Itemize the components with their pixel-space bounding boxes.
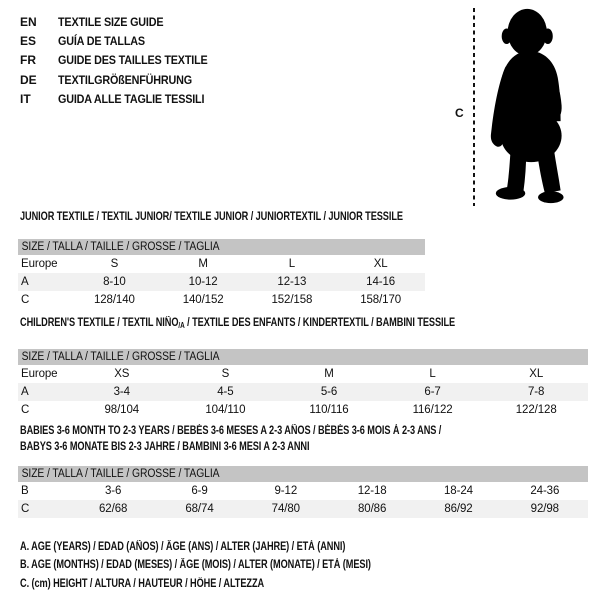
size-band-row — [18, 466, 588, 482]
row-label-cell: B — [21, 485, 29, 497]
row-label-cell: Europe — [21, 367, 58, 380]
row-label-cell: C — [21, 503, 30, 515]
language-label: GUÍA DE TALLAS — [58, 33, 145, 48]
size-band-row — [18, 349, 588, 365]
size-value-cell: L — [429, 367, 436, 380]
row-label-cell: Europe — [21, 257, 58, 270]
language-code: IT — [20, 91, 31, 106]
size-value-cell: 92/98 — [530, 503, 559, 515]
language-list — [20, 12, 224, 108]
size-band-cell — [18, 466, 588, 482]
table-title-line — [20, 424, 474, 440]
size-value-cell: 152/158 — [271, 293, 313, 306]
size-value-cell: 4-5 — [217, 385, 234, 398]
language-row — [20, 70, 224, 89]
size-value-cell: 74/80 — [271, 503, 300, 515]
size-table — [18, 239, 425, 309]
table-row — [18, 401, 588, 419]
size-value-cell: S — [110, 257, 119, 270]
size-band-cell — [18, 349, 588, 365]
size-table — [18, 349, 588, 419]
size-value-cell: 68/74 — [185, 503, 214, 515]
size-value-cell: 5-6 — [320, 385, 338, 398]
size-value-cell: 24-36 — [530, 485, 560, 497]
size-value-cell: S — [221, 367, 230, 380]
size-value-cell: 158/170 — [360, 293, 402, 306]
toddler-silhouette-icon — [486, 6, 594, 206]
children-size-table-section — [18, 316, 588, 419]
table-row — [18, 273, 425, 291]
table-title — [18, 424, 588, 455]
table-row — [18, 482, 588, 500]
size-value-cell: 116/122 — [412, 403, 453, 416]
language-label: TEXTILE SIZE GUIDE — [58, 14, 164, 29]
size-value-cell: 14-16 — [366, 275, 396, 288]
table-row — [18, 383, 588, 401]
language-code: DE — [20, 72, 37, 87]
footnotes — [20, 538, 459, 593]
size-band-text: SIZE / TALLA / TAILLE / GRÖSSE / TAGLIA — [21, 350, 220, 363]
size-value-cell: 110/116 — [309, 403, 349, 416]
row-label-cell: C — [21, 403, 30, 416]
size-value-cell: 62/68 — [99, 503, 128, 515]
size-value-cell: 6-7 — [424, 385, 441, 398]
language-code: FR — [20, 53, 36, 68]
babies-size-table-section — [18, 424, 588, 518]
size-value-cell: 98/104 — [104, 403, 140, 416]
language-row — [20, 31, 224, 50]
title-text: /A — [178, 321, 185, 330]
height-measure-label: C — [455, 106, 464, 120]
size-value-cell: 12-18 — [357, 485, 387, 497]
table-row — [18, 500, 588, 518]
title-text: / TEXTILE DES ENFANTS / KINDERTEXTIL / BAMBINI TESSILE — [184, 317, 456, 329]
title-text: BABYS 3-6 MONATE BIS 2-3 JAHRE / BAMBINI 3-6 MESI A 2-3 ANNI — [20, 440, 310, 453]
size-band-row — [18, 239, 425, 255]
size-value-cell: XL — [529, 367, 544, 380]
table-row — [18, 365, 588, 383]
title-text: BABIES 3-6 MONTH TO 2-3 YEARS / BEBÉS 3-6 MESES A 2-3 AÑOS / BÉBÉS 3-6 MOIS À 2-3 ANS / — [20, 425, 442, 437]
size-value-cell: 12-13 — [277, 275, 307, 288]
title-text: JUNIOR TEXTILE / TEXTIL JUNIOR/ TEXTILE JUNIOR / JUNIORTEXTIL / JUNIOR TESSILE — [20, 211, 403, 223]
table-row — [18, 291, 425, 309]
table-title-line — [20, 210, 403, 226]
size-value-cell: 104/110 — [205, 403, 246, 416]
size-value-cell: 80/86 — [358, 503, 387, 515]
size-value-cell: 18-24 — [444, 485, 473, 497]
size-value-cell: 140/152 — [182, 293, 224, 306]
junior-size-table-section — [18, 210, 499, 309]
table-title-line — [20, 440, 474, 456]
language-row — [20, 89, 224, 108]
footnote-line: C. (cm) HEIGHT / ALTURA / HAUTEUR / HÖHE / ALTEZZA — [20, 577, 265, 590]
size-value-cell: XS — [114, 367, 130, 380]
title-text: CHILDREN'S TEXTILE / TEXTIL NIÑO — [20, 317, 179, 329]
language-code: ES — [20, 33, 37, 48]
language-row — [20, 12, 224, 31]
language-row — [20, 51, 224, 70]
size-value-cell: 7-8 — [528, 385, 545, 398]
size-value-cell: M — [324, 367, 334, 380]
table-title-line — [20, 316, 474, 334]
language-label: GUIDA ALLE TAGLIE TESSILI — [58, 91, 205, 106]
size-value-cell: 122/128 — [515, 403, 557, 416]
size-value-cell: 10-12 — [188, 275, 218, 288]
language-label: TEXTILGRÖßENFÜHRUNG — [58, 72, 192, 87]
size-value-cell: 9-12 — [274, 485, 298, 497]
size-value-cell: 6-9 — [191, 485, 208, 497]
language-label: GUIDE DES TAILLES TEXTILE — [58, 53, 208, 68]
height-measure-line — [473, 8, 475, 206]
row-label-cell: A — [21, 385, 29, 398]
size-value-cell: M — [198, 257, 208, 270]
footnote-line: B. AGE (MONTHS) / EDAD (MESES) / ÂGE (MOIS) / ALTER (MONATE) / ETÀ (MESI) — [20, 559, 371, 572]
size-band-text: SIZE / TALLA / TAILLE / GRÖSSE / TAGLIA — [21, 468, 220, 480]
table-title — [18, 210, 499, 226]
size-value-cell: 86/92 — [444, 503, 473, 515]
row-label-cell: C — [21, 293, 30, 306]
size-value-cell: 3-4 — [113, 385, 130, 398]
size-value-cell: 3-6 — [105, 485, 122, 497]
footnote-line: A. AGE (YEARS) / EDAD (AÑOS) / ÂGE (ANS) / ALTER (JAHRE) / ETÀ (ANNI) — [20, 541, 346, 553]
language-code: EN — [20, 14, 37, 29]
size-band-cell — [18, 239, 425, 255]
size-value-cell: 128/140 — [93, 293, 135, 306]
size-table — [18, 466, 588, 518]
size-value-cell: XL — [373, 257, 388, 270]
size-band-text: SIZE / TALLA / TAILLE / GRÖSSE / TAGLIA — [21, 240, 220, 253]
table-title — [18, 316, 588, 334]
table-row — [18, 255, 425, 273]
size-value-cell: 8-10 — [103, 275, 126, 288]
size-value-cell: L — [288, 257, 296, 270]
row-label-cell: A — [21, 275, 29, 288]
